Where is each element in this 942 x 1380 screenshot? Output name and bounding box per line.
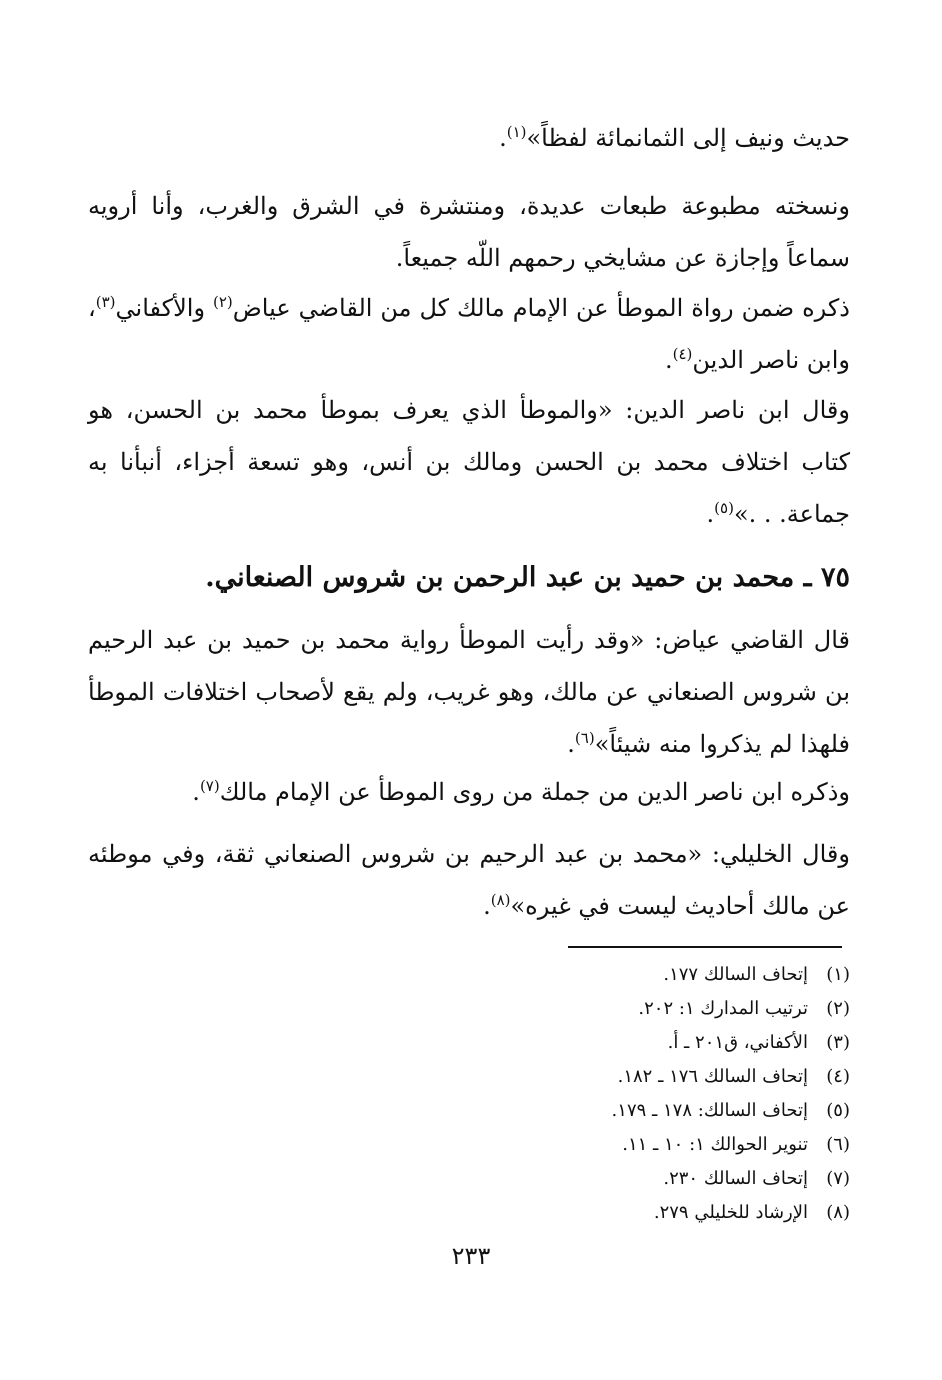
footnotes-list (300, 958, 850, 1230)
paragraph-end: . (483, 892, 491, 920)
footnote-item (300, 1128, 850, 1162)
footnote-item (300, 1162, 850, 1196)
footnote-number: (٣) (826, 1032, 850, 1053)
footnote-ref: (٥) (714, 499, 734, 517)
paragraph-end: . (664, 346, 673, 374)
footnote-ref: (٢) (213, 293, 233, 311)
paragraph-text: وذكره ابن ناصر الدين من جملة من روى الموطأ عن الإمام مالك (219, 778, 850, 806)
footnote-ref: (٣) (95, 293, 116, 311)
paragraph-continuation (88, 112, 850, 164)
footnote-number: (٤) (826, 1066, 850, 1087)
footnote-ref: (٤) (672, 345, 693, 363)
footnote-number: (١) (826, 964, 850, 985)
footnote-ref: (٧) (199, 777, 220, 795)
footnote-item (300, 1094, 850, 1128)
paragraph-text: ذكره ضمن رواة الموطأ عن الإمام مالك كل من القاضي عياض (232, 294, 850, 322)
footnote-item (300, 992, 850, 1026)
footnote-item (300, 1026, 850, 1060)
paragraph-ibn-nasir-quote (88, 384, 850, 540)
paragraph-end: . (567, 730, 575, 758)
footnote-number: (٧) (826, 1168, 850, 1189)
footnote-number: (٨) (826, 1202, 850, 1223)
paragraph-end: . (706, 500, 715, 528)
footnote-item (300, 958, 850, 992)
footnote-ref: (٦) (574, 729, 595, 747)
paragraph-text: وقال ابن ناصر الدين: «والموطأ الذي يعرف بموطأ محمد بن الحسن، هو كتاب اختلاف محمد بن الحسن ومالك بن أنس، وهو تسعة أجزاء، أنبأنا به جماعة. . .» (88, 396, 850, 528)
footnote-text: الأكفاني، ق٢٠١ ـ أ. (667, 1032, 808, 1053)
footnote-text: إتحاف السالك: ١٧٨ ـ ١٧٩. (611, 1100, 808, 1121)
footnote-text: ترتيب المدارك ١: ٢٠٢. (638, 998, 808, 1019)
footnote-ref: (١) (506, 123, 527, 141)
footnote-item (300, 1196, 850, 1230)
footnote-item (300, 1060, 850, 1094)
footnote-number: (٦) (826, 1134, 850, 1155)
paragraph-end: . (192, 778, 200, 806)
paragraph-text: وقال الخليلي: «محمد بن عبد الرحيم بن شروس الصنعاني ثقة، وفي موطئه عن مالك أحاديث ليست في غيره» (88, 840, 850, 920)
paragraph-text: قال القاضي عياض: «وقد رأيت الموطأ رواية محمد بن حميد بن عبد الرحيم بن شروس الصنعاني عن مالك، وهو غريب، ولم يقع لأصحاب اختلافات الموطأ فلهذا لم يذكروا منه شيئاً» (88, 626, 851, 758)
footnote-text: إتحاف السالك ١٧٦ ـ ١٨٢. (617, 1066, 808, 1087)
paragraph-end: . (499, 124, 507, 152)
footnote-number: (٢) (826, 998, 850, 1019)
section-heading: ٧٥ ـ محمد بن حميد بن عبد الرحمن بن شروس الصنعاني. (205, 562, 850, 593)
paragraph-text: ، وابن ناصر الدين (88, 294, 850, 374)
footnote-text: الإرشاد للخليلي ٢٧٩. (653, 1202, 808, 1223)
footnote-divider (568, 946, 842, 948)
paragraph-text: ونسخته مطبوعة طبعات عديدة، ومنتشرة في الشرق والغرب، وأنا أرويه سماعاً وإجازة عن مشايخي رحمهم اللّه جميعاً. (88, 192, 850, 272)
page-number: ٢٣٣ (451, 1242, 491, 1270)
footnote-text: إتحاف السالك ٢٣٠. (663, 1168, 808, 1189)
footnote-ref: (٨) (490, 891, 511, 909)
footnote-text: إتحاف السالك ١٧٧. (663, 964, 808, 985)
paragraph-mentioned-by (88, 282, 850, 386)
paragraph-khalili-quote (88, 828, 850, 932)
paragraph-ibn-nasir-mention (88, 766, 850, 818)
paragraph-text: حديث ونيف إلى الثمانمائة لفظاً» (526, 124, 850, 152)
paragraph-qadi-iyad-quote (88, 614, 850, 770)
footnote-text: تنوير الحوالك ١: ١٠ ـ ١١. (622, 1134, 808, 1155)
paragraph-text: والأكفاني (115, 294, 213, 322)
footnote-number: (٥) (826, 1100, 850, 1121)
paragraph-manuscript-copies (88, 180, 850, 284)
